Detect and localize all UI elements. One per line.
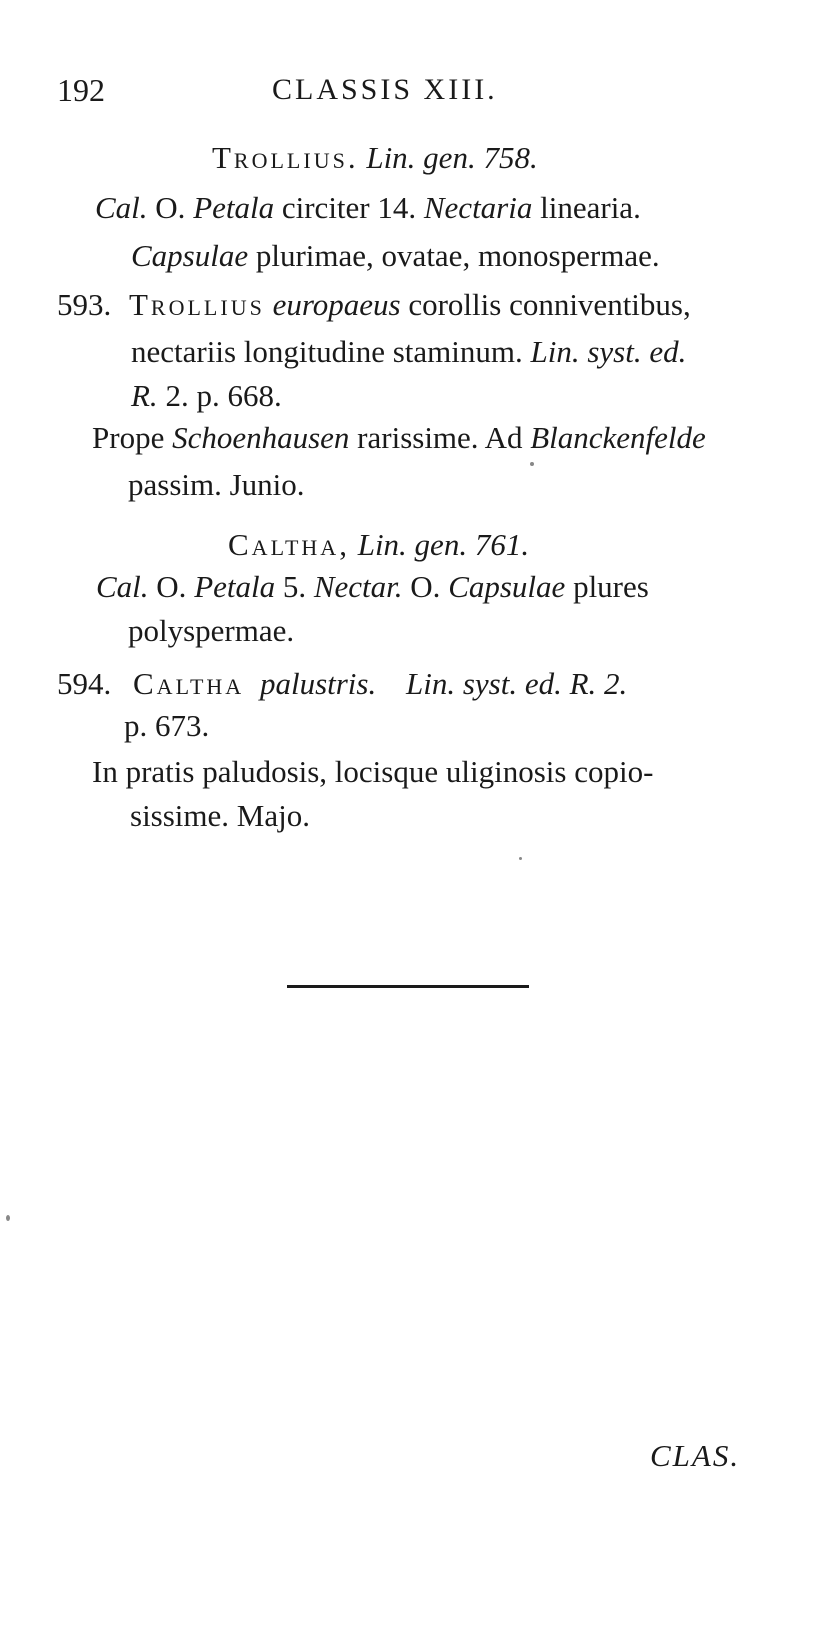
genus-heading-caltha xyxy=(228,525,529,565)
term: Nectaria xyxy=(423,190,533,225)
text: corollis conniventibus, xyxy=(400,287,691,322)
term: Cal. xyxy=(95,190,148,225)
reference: R. xyxy=(131,378,158,413)
catchword: CLAS. xyxy=(650,1438,741,1473)
habitat-line: In pratis paludosis, locisque uliginosis copio- xyxy=(92,754,654,789)
species-entry-593 xyxy=(57,285,691,325)
place-name: Blanckenfelde xyxy=(530,420,706,455)
text: O. xyxy=(148,569,195,604)
habitat-line xyxy=(92,418,706,458)
reference: Lin. syst. ed. xyxy=(530,334,687,369)
species-genus: Trollius xyxy=(129,287,265,322)
place-name: Schoenhausen xyxy=(172,420,350,455)
species-genus: Caltha xyxy=(133,666,245,701)
term: Capsulae xyxy=(131,238,249,273)
habitat-line: sissime. Majo. xyxy=(130,798,310,833)
genus-description-line xyxy=(95,188,641,228)
species-line: p. 673. xyxy=(124,708,210,743)
text: O. xyxy=(402,569,449,604)
page-number: 192 xyxy=(57,72,105,108)
genus-description-line: polyspermae. xyxy=(128,613,295,648)
term: Petala xyxy=(193,190,275,225)
species-entry-594 xyxy=(57,664,627,704)
text: plurimae, ovatae, monospermae. xyxy=(248,238,660,273)
genus-reference: Lin. gen. 758. xyxy=(366,140,538,175)
text: circiter 14. xyxy=(274,190,424,225)
section-divider-rule xyxy=(287,985,529,988)
text: Prope xyxy=(92,420,173,455)
genus-name: Caltha, xyxy=(228,527,350,562)
ink-speck xyxy=(530,462,534,466)
text: O. xyxy=(147,190,194,225)
term: Petala xyxy=(194,569,276,604)
genus-reference: Lin. gen. 761. xyxy=(357,527,530,562)
running-title: CLASSIS XIII. xyxy=(272,73,498,106)
species-number: 594. xyxy=(57,666,112,701)
text: plures xyxy=(565,569,649,604)
term: Cal. xyxy=(96,569,149,604)
species-epithet: europaeus xyxy=(272,287,401,322)
genus-heading-trollius xyxy=(212,138,538,178)
genus-name: Trollius. xyxy=(212,140,359,175)
species-line xyxy=(131,376,282,416)
habitat-line: passim. Junio. xyxy=(128,467,305,502)
text: 2. p. 668. xyxy=(157,378,282,413)
text: 5. xyxy=(275,569,314,604)
species-number: 593. xyxy=(57,287,112,322)
species-line xyxy=(131,332,686,372)
term: Capsulae xyxy=(448,569,566,604)
term: Nectar. xyxy=(313,569,403,604)
reference: Lin. syst. ed. R. 2. xyxy=(405,666,628,701)
species-epithet: palustris. xyxy=(259,666,377,701)
text: nectariis longitudine staminum. xyxy=(131,334,531,369)
genus-description-line xyxy=(131,236,660,276)
text: linearia. xyxy=(532,190,641,225)
genus-description-line xyxy=(96,567,649,607)
text: rarissime. Ad xyxy=(349,420,531,455)
ink-speck xyxy=(519,857,522,860)
ink-speck xyxy=(6,1215,10,1221)
